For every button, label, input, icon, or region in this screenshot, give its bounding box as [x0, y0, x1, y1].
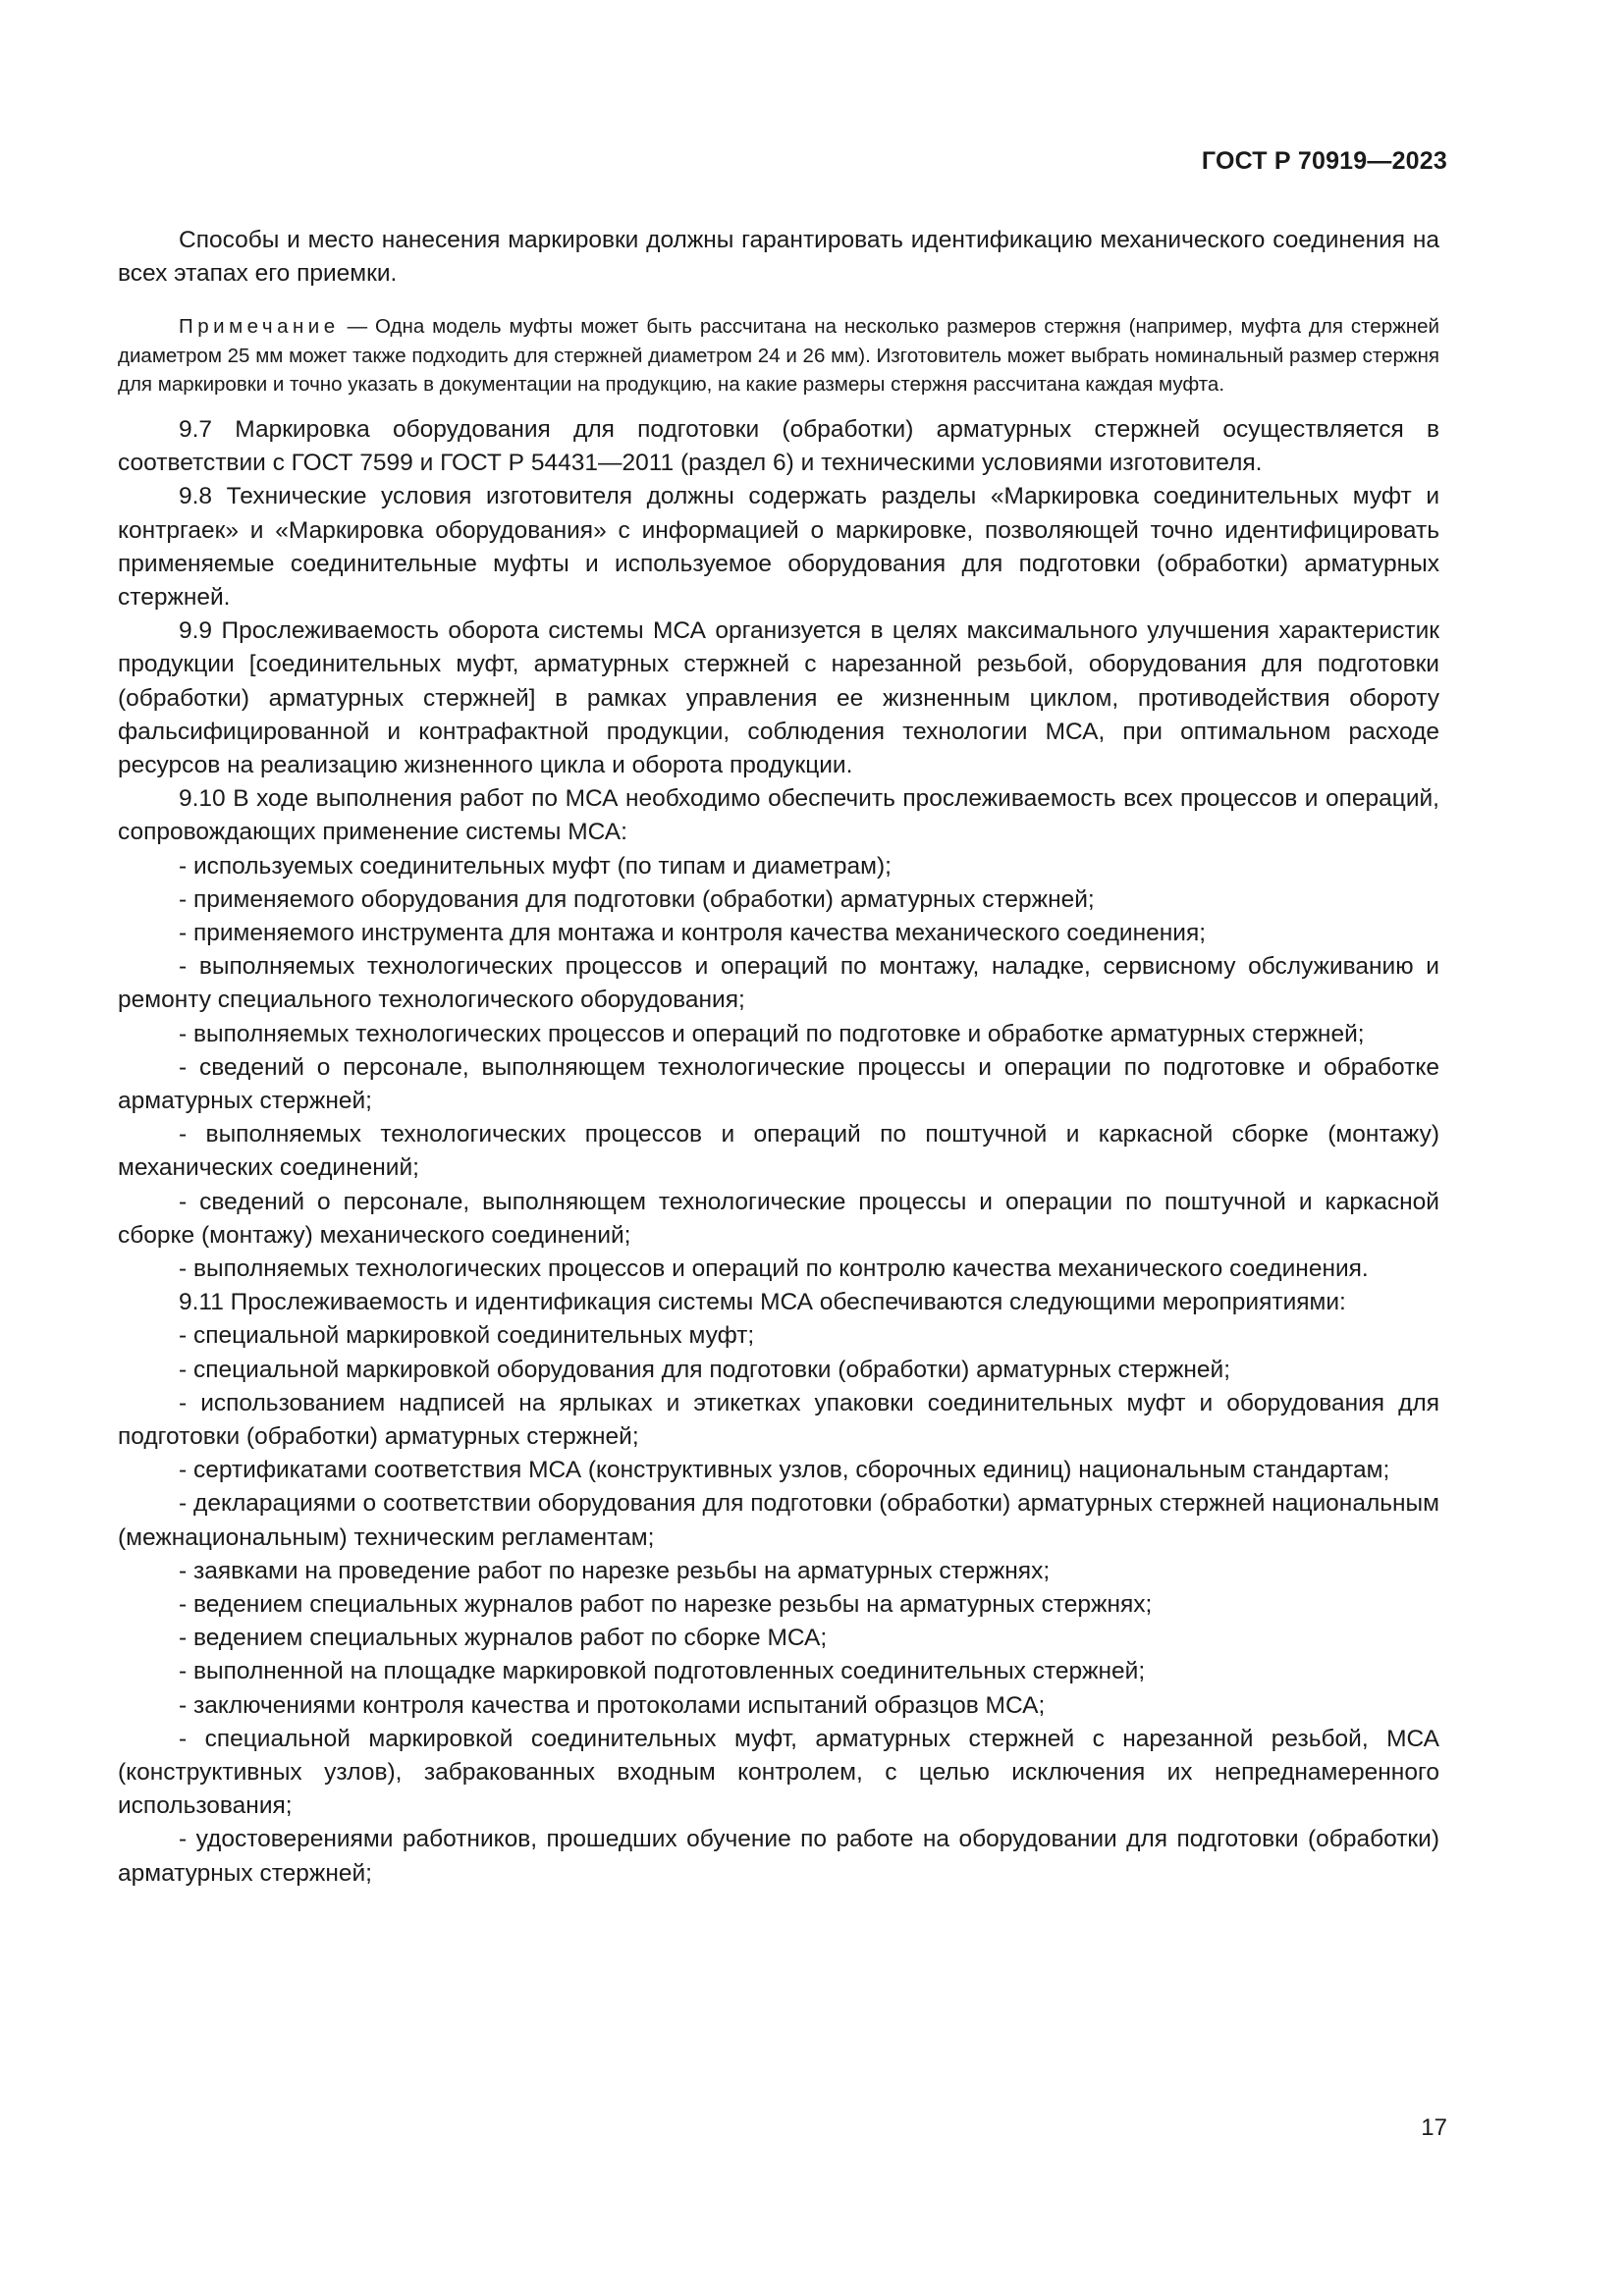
- clause-9-10: 9.10 В ходе выполнения работ по МСА необходимо обеспечить прослеживаемость всех процессов и операций, сопровождающих применение системы МСА:: [118, 785, 1439, 846]
- list-item: - выполняемых технологических процессов и операций по контролю качества механического соединения.: [179, 1255, 1369, 1282]
- list-item: - применяемого инструмента для монтажа и контроля качества механического соединения;: [179, 919, 1207, 946]
- list-item: - сертификатами соответствия МСА (конструктивных узлов, сборочных единиц) национальным стандартам;: [179, 1457, 1390, 1484]
- list-item: - выполняемых технологических процессов и операций по монтажу, наладке, сервисному обслуживанию и ремонту специального технологического оборудования;: [118, 953, 1439, 1014]
- list-item: - ведением специальных журналов работ по нарезке резьбы на арматурных стержнях;: [179, 1591, 1153, 1619]
- document-standard-header: ГОСТ Р 70919—2023: [1201, 147, 1447, 175]
- list-item: - заключениями контроля качества и протоколами испытаний образцов МСА;: [179, 1691, 1046, 1719]
- list-item: - специальной маркировкой соединительных муфт, арматурных стержней с нарезанной резьбой, МСА (конструктивных узлов), забракованных входным контролем, с целью исключения их непреднамеренного использования;: [118, 1725, 1439, 1820]
- list-item: - удостоверениями работников, прошедших обучение по работе на оборудовании для подготовки (обработки) арматурных стержней;: [118, 1826, 1439, 1887]
- note-text: — Одна модель муфты может быть рассчитана на несколько размеров стержня (например, муфта для стержней диаметром 25 мм может также подходить для стержней диаметром 24 и 26 мм). Изготовитель может выбрать номинальный размер стержня для маркировки и точно указать в документации на продукцию, на какие размеры стержня рассчитана каждая муфта.: [118, 315, 1439, 397]
- list-item: - выполняемых технологических процессов и операций по подготовке и обработке арматурных стержней;: [179, 1020, 1365, 1047]
- note-label: Примечание: [179, 315, 340, 339]
- note: [118, 312, 1439, 400]
- page-number: 17: [1421, 2114, 1447, 2141]
- clause-9-11: 9.11 Прослеживаемость и идентификация системы МСА обеспечиваются следующими мероприятиями:: [179, 1289, 1346, 1316]
- list-item: - сведений о персонале, выполняющем технологические процессы и операции по подготовке и обработке арматурных стержней;: [118, 1053, 1439, 1114]
- document-body: [118, 224, 1439, 1891]
- clause-9-7: 9.7 Маркировка оборудования для подготовки (обработки) арматурных стержней осуществляется в соответствии с ГОСТ 7599 и ГОСТ Р 54431—2011 (раздел 6) и техническими условиями изготовителя.: [118, 415, 1439, 477]
- list-item: - выполненной на площадке маркировкой подготовленных соединительных стержней;: [179, 1658, 1146, 1685]
- paragraph-marking-methods: Способы и место нанесения маркировки должны гарантировать идентификацию механического соединения на всех этапах его приемки.: [118, 227, 1439, 288]
- list-item: - ведением специальных журналов работ по сборке МСА;: [179, 1625, 828, 1652]
- list-item: - использованием надписей на ярлыках и этикетках упаковки соединительных муфт и оборудования для подготовки (обработки) арматурных стержней;: [118, 1389, 1439, 1450]
- list-item: - сведений о персонале, выполняющем технологические процессы и операции по поштучной и каркасной сборке (монтажу) механического соединений;: [118, 1188, 1439, 1249]
- list-item: - специальной маркировкой оборудования для подготовки (обработки) арматурных стержней;: [179, 1356, 1231, 1383]
- list-item: - специальной маркировкой соединительных муфт;: [179, 1322, 755, 1350]
- list-item: - используемых соединительных муфт (по типам и диаметрам);: [179, 852, 892, 880]
- list-item: - применяемого оборудования для подготовки (обработки) арматурных стержней;: [179, 885, 1095, 913]
- clause-9-8: 9.8 Технические условия изготовителя должны содержать разделы «Маркировка соединительных муфт и контргаек» и «Маркировка оборудования» с информацией о маркировке, позволяющей точно идентифицировать применяемые соединительные муфты и используемое оборудования для подготовки (обработки) арматурных стержней.: [118, 483, 1439, 611]
- clause-9-9: 9.9 Прослеживаемость оборота системы МСА организуется в целях максимального улучшения характеристик продукции [соединительных муфт, арматурных стержней с нарезанной резьбой, оборудования для подготовки (обработки) арматурных стержней] в рамках управления ее жизненным циклом, противодействия обороту фальсифицированной и контрафактной продукции, соблюдения технологии МСА, при оптимальном расходе ресурсов на реализацию жизненного цикла и оборота продукции.: [118, 617, 1439, 778]
- list-item: - выполняемых технологических процессов и операций по поштучной и каркасной сборке (монтажу) механических соединений;: [118, 1121, 1439, 1182]
- list-item: - декларациями о соответствии оборудования для подготовки (обработки) арматурных стержней национальным (межнациональным) техническим регламентам;: [118, 1490, 1439, 1551]
- list-item: - заявками на проведение работ по нарезке резьбы на арматурных стержнях;: [179, 1557, 1051, 1584]
